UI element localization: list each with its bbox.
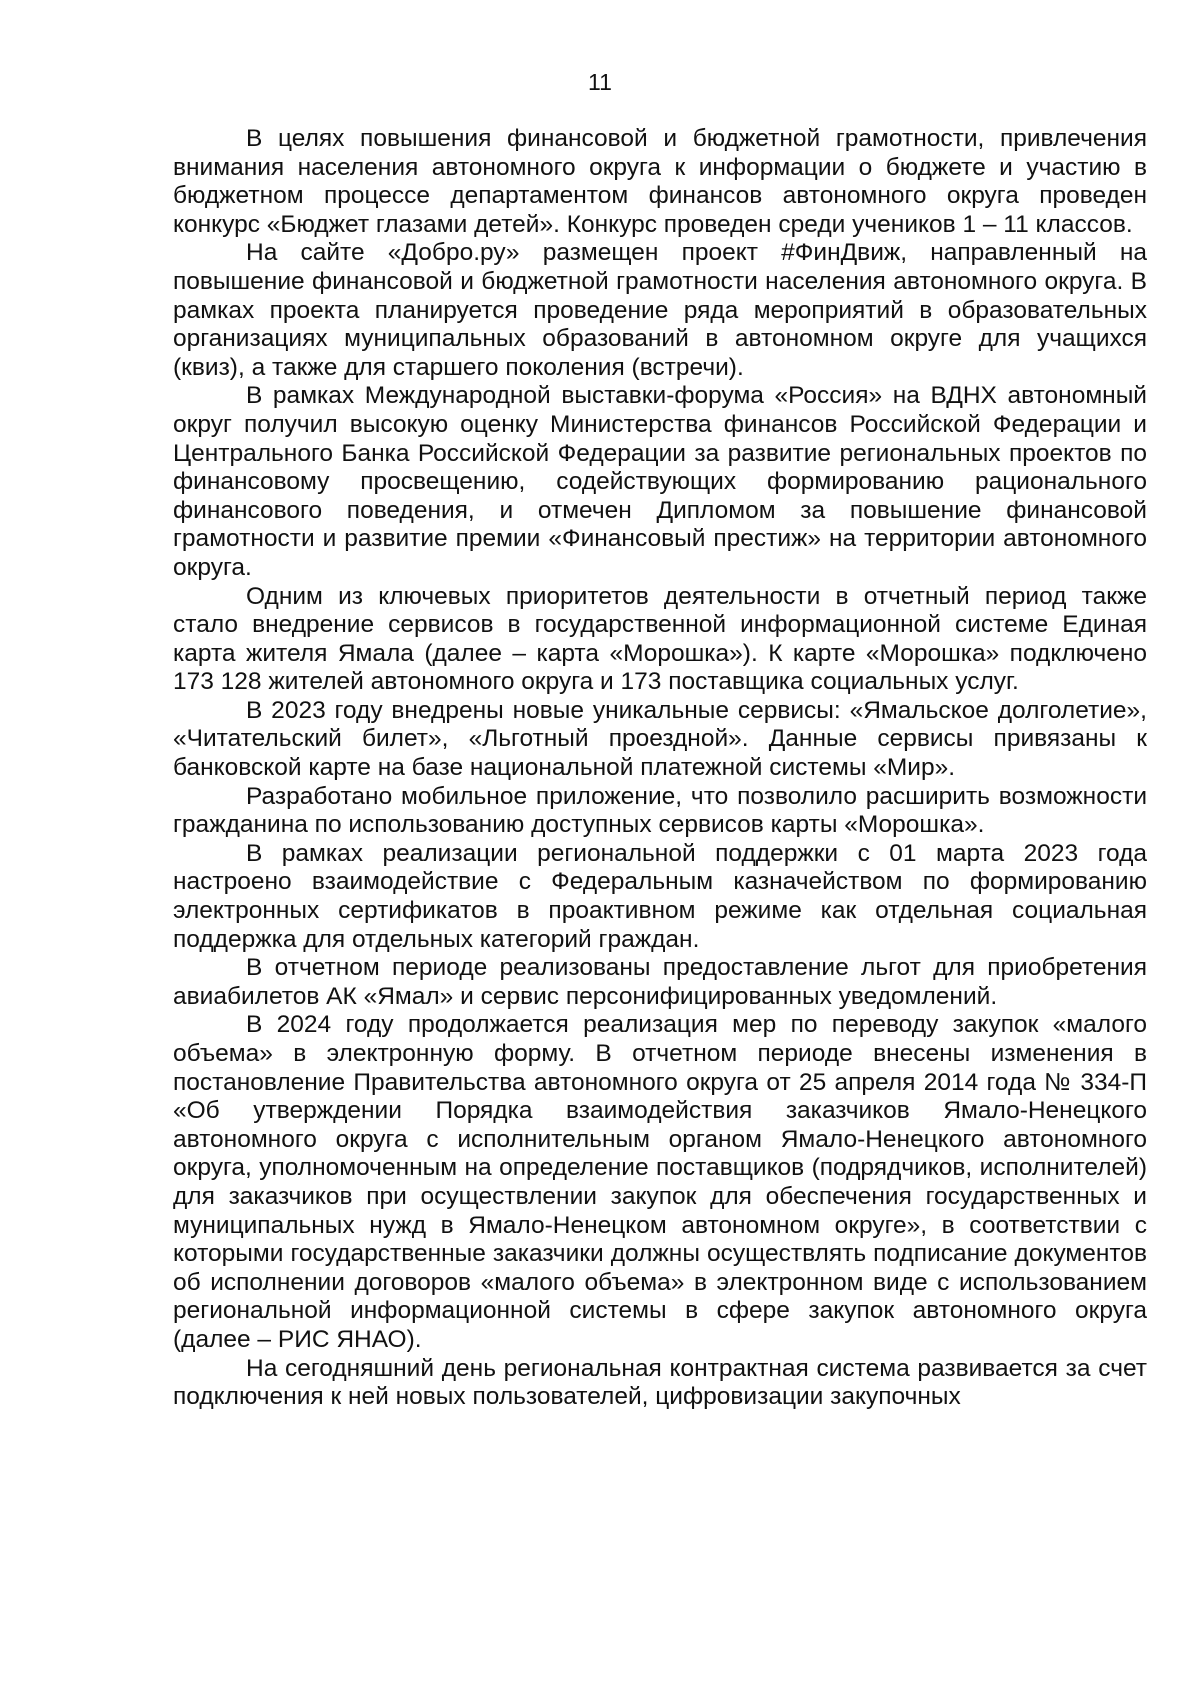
- paragraph: В целях повышения финансовой и бюджетной грамотности, привлечения внимания населения автономного округа к информации о бюджете и участию в бюджетном процессе департаментом финансов автономного округа проведен конкурс «Бюджет глазами детей». Конкурс проведен среди учеников 1 – 11 классов.: [173, 125, 1147, 238]
- paragraph: В рамках реализации региональной поддержки с 01 марта 2023 года настроено взаимодействие с Федеральным казначейством по формированию электронных сертификатов в проактивном режиме как отдельная социальная поддержка для отдельных категорий граждан.: [173, 839, 1147, 953]
- paragraph: Одним из ключевых приоритетов деятельности в отчетный период также стало внедрение сервисов в государственной информационной системе Единая карта жителя Ямала (далее – карта «Морошка»). К карте «Морошка» подключено 173 128 жителей автономного округа и 173 поставщика социальных услуг.: [173, 582, 1147, 696]
- paragraph: В 2024 году продолжается реализация мер по переводу закупок «малого объема» в электронную форму. В отчетном периоде внесены изменения в постановление Правительства автономного округа от 25 апреля 2014 года № 334-П «Об утверждении Порядка взаимодействия заказчиков Ямало-Ненецкого автономного округа с исполнительным органом Ямало-Ненецкого автономного округа, уполномоченным на определение поставщиков (подрядчиков, исполнителей) для заказчиков при осуществлении закупок для обеспечения государственных и муниципальных нужд в Ямало-Ненецком автономном округе», в соответствии с которыми государственные заказчики должны осуществлять подписание документов об исполнении договоров «малого объема» в электронном виде с использованием региональной информационной системы в сфере закупок автономного округа (далее – РИС ЯНАО).: [173, 1011, 1147, 1353]
- paragraph: На сайте «Добро.ру» размещен проект #ФинДвиж, направленный на повышение финансовой и бюджетной грамотности населения автономного округа. В рамках проекта планируется проведение ряда мероприятий в образовательных организациях муниципальных образований в автономном округе для учащихся (квиз), а также для старшего поколения (встречи).: [173, 239, 1147, 381]
- paragraph: На сегодняшний день региональная контрактная система развивается за счет подключения к ней новых пользователей, цифровизации закупочных: [173, 1354, 1147, 1411]
- paragraph: Разработано мобильное приложение, что позволило расширить возможности гражданина по использованию доступных сервисов карты «Морошка».: [173, 782, 1147, 839]
- paragraph: В отчетном периоде реализованы предоставление льгот для приобретения авиабилетов АК «Ямал» и сервис персонифицированных уведомлений.: [173, 954, 1147, 1010]
- page-number: 11: [588, 69, 612, 95]
- paragraph: В рамках Международной выставки-форума «Россия» на ВДНХ автономный округ получил высокую оценку Министерства финансов Российской Федерации и Центрального Банка Российской Федерации за развитие региональных проектов по финансовому просвещению, содействующих формированию рационального финансового поведения, и отмечен Дипломом за повышение финансовой грамотности и развитие премии «Финансовый престиж» на территории автономного округа.: [173, 382, 1147, 581]
- paragraph: В 2023 году внедрены новые уникальные сервисы: «Ямальское долголетие», «Читательский билет», «Льготный проездной». Данные сервисы привязаны к банковской карте на базе национальной платежной системы «Мир».: [173, 696, 1147, 782]
- body-text: [173, 125, 1147, 1412]
